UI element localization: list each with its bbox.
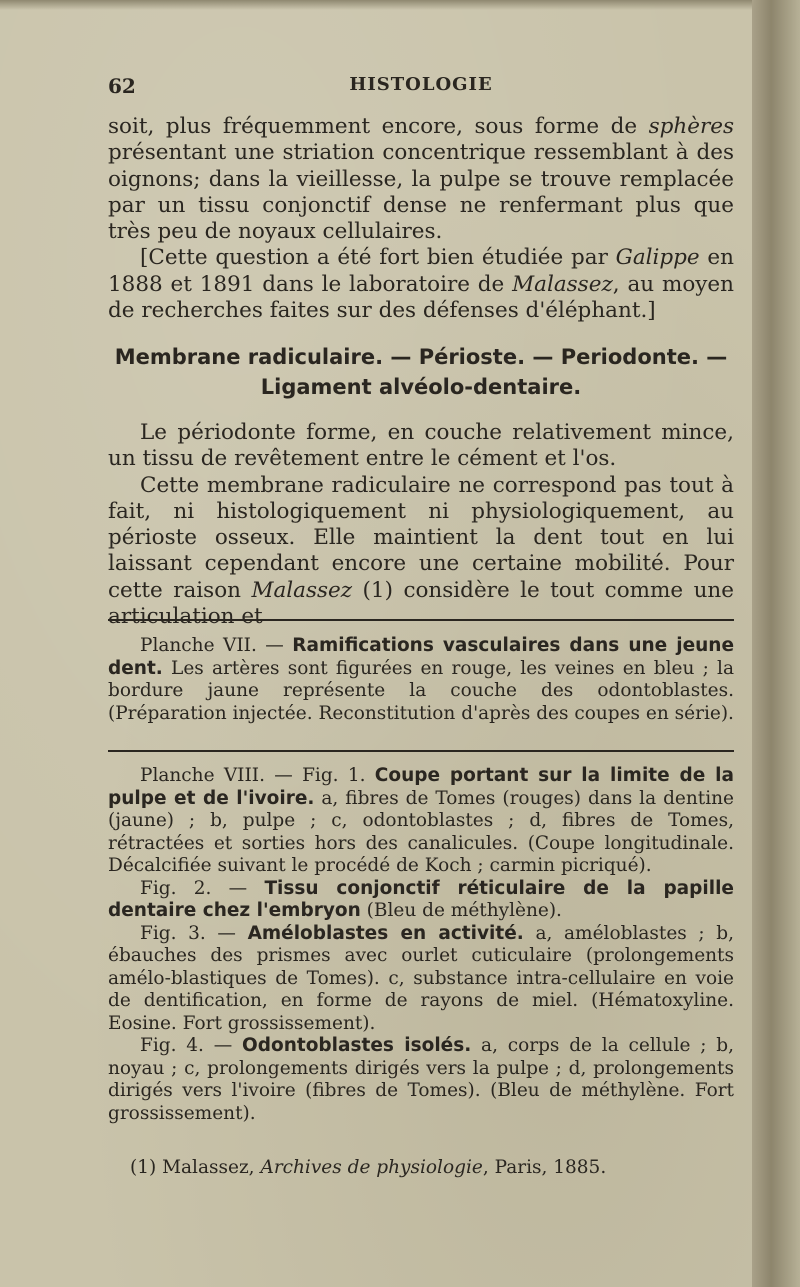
paragraph-3: Le périodonte forme, en couche relativement mince, un tissu de revêtement entre le cément et l'os. bbox=[108, 420, 734, 472]
caption-plate-8 bbox=[108, 765, 734, 1125]
body-text-middle bbox=[108, 420, 734, 630]
paragraph-1: soit, plus fréquemment encore, sous forme de sphères présentant une striation concentrique ressemblant à des oignons; dans la vieillesse, la pulpe se trouve remplacée par un tissu conjonctif dense ne renfermant plus que très peu de noyaux cellulaires. bbox=[108, 114, 734, 245]
section-title-line-1: Membrane radiculaire. — Périoste. — Periodonte. — bbox=[114, 345, 728, 369]
section-title-line-2: Ligament alvéolo-dentaire. bbox=[260, 375, 582, 399]
caption-fig-2: Fig. 2. — Tissu conjonctif réticulaire de la papille dentaire chez l'embryon (Bleu de méthylène). bbox=[108, 877, 734, 921]
caption-plate-7: Planche VII. — Ramifications vasculaires dans une jeune dent. Les artères sont figurées en rouge, les veines en bleu ; la bordure jaune représente la couche des odontoblastes. (Préparation injectée. Reconstitution d'après des coupes en série). bbox=[108, 635, 734, 724]
divider-rule bbox=[108, 750, 734, 752]
footnote: (1) Malassez, Archives de physiologie, Paris, 1885. bbox=[130, 1157, 607, 1178]
caption-fig-1: Planche VIII. — Fig. 1. Coupe portant sur la limite de la pulpe et de l'ivoire. a, fibres de Tomes (rouges) dans la dentine (jaune) ; b, pulpe ; c, odontoblastes ; d, fibres de Tomes, rétractées et sorties hors des canalicules. (Coupe longitudinale. Décalcifiée suivant le procédé de Koch ; carmin picriqué). bbox=[108, 765, 734, 876]
page-header bbox=[108, 74, 734, 104]
body-text-top bbox=[108, 114, 734, 324]
page-number: 62 bbox=[108, 74, 136, 98]
page-shadow bbox=[0, 0, 800, 10]
page-edge bbox=[752, 0, 800, 1287]
paragraph-4: Cette membrane radiculaire ne correspond pas tout à fait, ni histologiquement ni physiologiquement, au périoste osseux. Elle maintient la dent tout en lui laissant cependant encore une certaine mobilité. Pour cette raison Malassez (1) considère le tout comme une articulation et bbox=[108, 472, 735, 630]
paragraph-2: [Cette question a été fort bien étudiée par Galippe en 1888 et 1891 dans le laboratoire de Malassez, au moyen de recherches faites sur des défenses d'éléphant.] bbox=[108, 245, 734, 324]
caption-fig-4: Fig. 4. — Odontoblastes isolés. a, corps de la cellule ; b, noyau ; c, prolongements dirigés vers la pulpe ; d, prolongements dirigés vers l'ivoire (fibres de Tomes). (Bleu de méthylène. Fort grossissement). bbox=[108, 1035, 734, 1124]
running-head: HISTOLOGIE bbox=[349, 74, 493, 95]
caption-fig-3: Fig. 3. — Améloblastes en activité. a, améloblastes ; b, ébauches des prismes avec ourlet cuticulaire (prolongements amélo-blastiques de Tomes). c, substance intra-cellulaire en voie de dentification, en forme de rayons de miel. (Hématoxyline. Eosine. Fort grossissement). bbox=[108, 922, 734, 1034]
section-title bbox=[108, 342, 734, 402]
divider-rule bbox=[108, 619, 734, 621]
